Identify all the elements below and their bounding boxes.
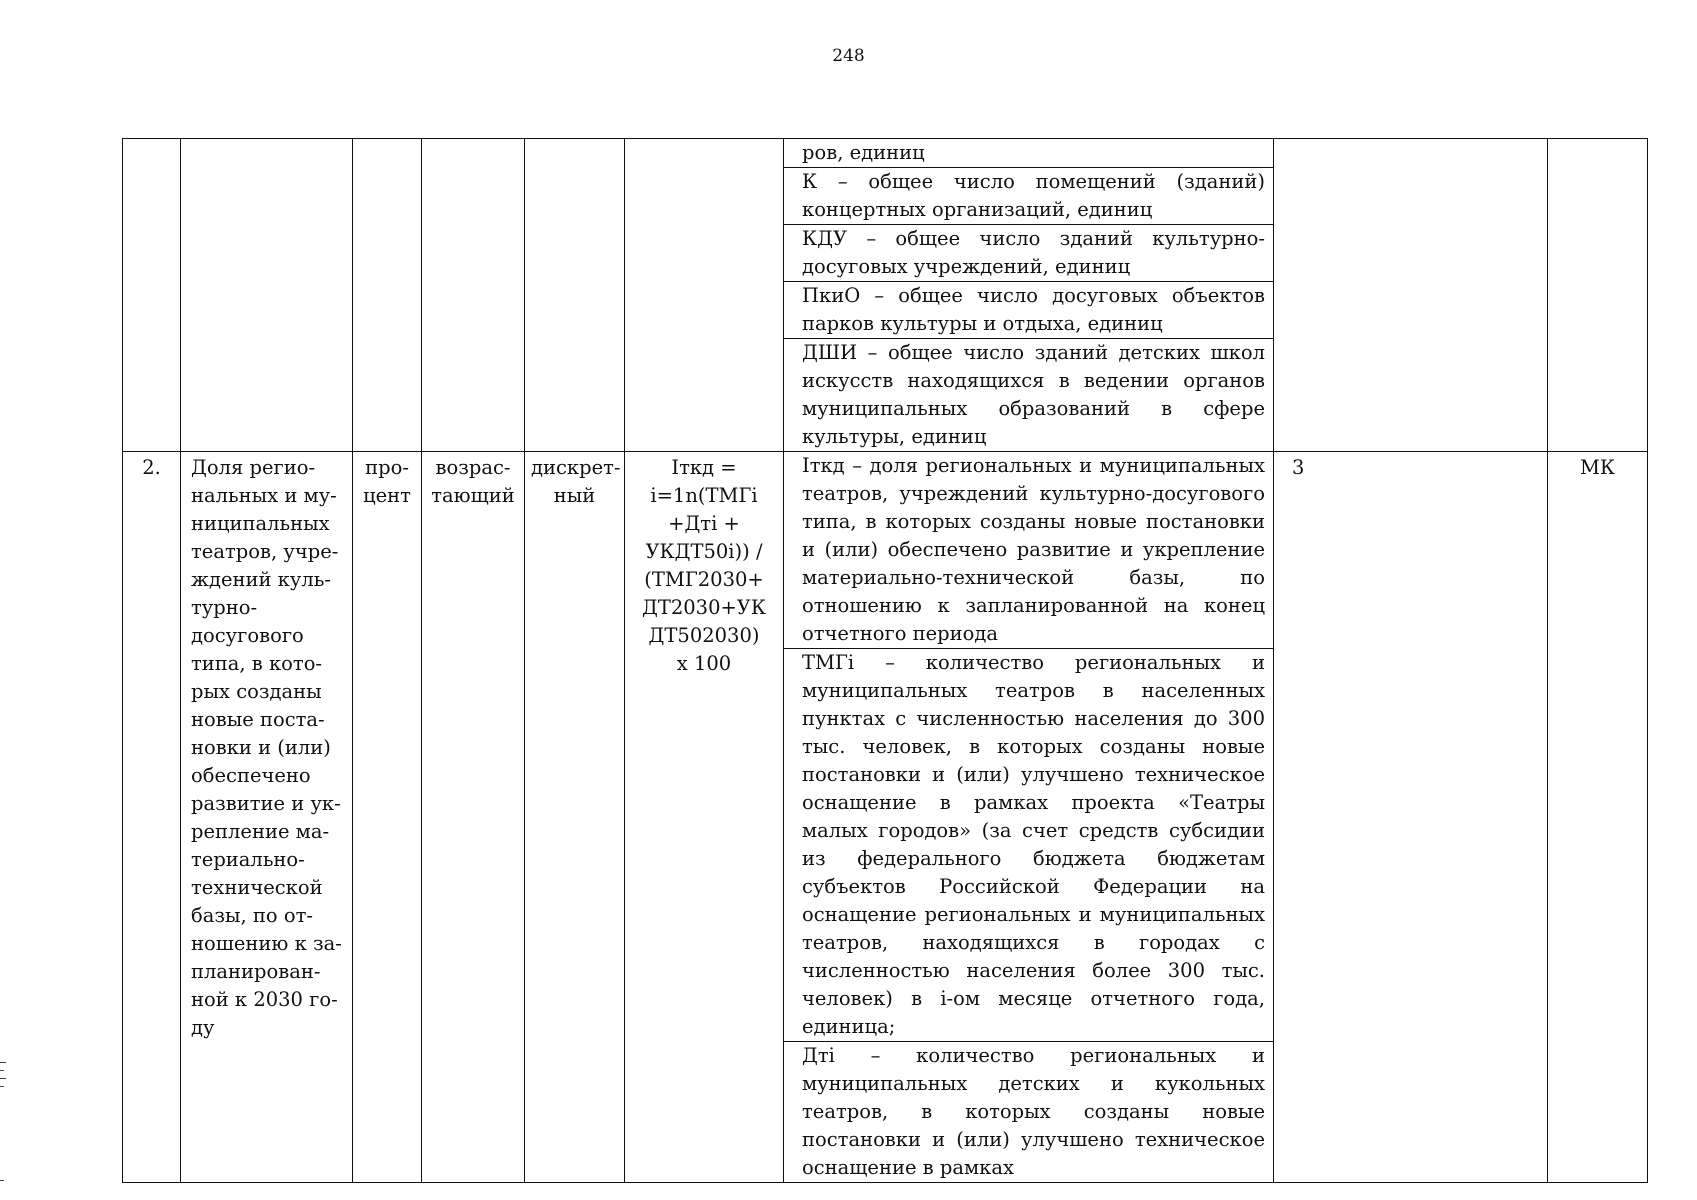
cell-empty-number bbox=[123, 139, 181, 452]
cell-empty-formula bbox=[625, 139, 784, 452]
cell-empty-indicator bbox=[181, 139, 353, 452]
unit-of-measure: про- цент bbox=[353, 452, 422, 1183]
definition-item: ПкиО – общее число досуговых объектов парков культуры и отдыха, единиц bbox=[784, 282, 1273, 339]
definition-item: Iткд – доля региональных и муниципальных театров, учреждений культурно-досугового типа, в которых созданы новые постановки и (или) обеспечено развитие и укрепление материально-технической базы, по отношению к запланированной на конец отчетного периода bbox=[784, 452, 1273, 649]
formula: Iткд = i=1n(ТМГi +Дтi + УКДТ50i)) / (ТМГ2030+ ДТ2030+УК ДТ502030) x 100 bbox=[625, 452, 784, 1183]
margin-dash bbox=[0, 1180, 4, 1181]
cell-empty-source bbox=[1548, 139, 1648, 452]
cell-empty-dynamics bbox=[422, 139, 525, 452]
definition-item: ДШИ – общее число зданий детских школ искусств находящихся в ведении органов муниципальных образований в сфере культуры, единиц bbox=[802, 341, 1265, 448]
calculation-type: дискрет- ный bbox=[525, 452, 625, 1183]
definitions-cell-previous bbox=[784, 139, 1274, 452]
definitions-cell-indicator-2 bbox=[784, 452, 1274, 1183]
definition-item: Дтi – количество региональных и муниципальных детских и кукольных театров, в которых созданы новые постановки и (или) улучшено техническое оснащение в рамках bbox=[802, 1044, 1265, 1179]
definition-item: ров, единиц bbox=[784, 139, 1273, 168]
indicator-name: Доля регио- нальных и му- ниципальных театров, учре- ждений куль- турно- досугового типа, в кото- рых созданы новые поста- новки и (или) обеспечено развитие и ук- репление ма- териально- технической базы, по от- ношению к за- планирован- ной к 2030 го- ду bbox=[181, 452, 353, 1183]
cell-empty-value bbox=[1274, 139, 1548, 452]
margin-ticks bbox=[0, 1062, 6, 1094]
dynamics-type: возрас- тающий bbox=[422, 452, 525, 1183]
cell-empty-type bbox=[525, 139, 625, 452]
indicators-table bbox=[122, 138, 1648, 1183]
definition-item: К – общее число помещений (зданий) концертных организаций, единиц bbox=[784, 168, 1273, 225]
definition-item: ТМГi – количество региональных и муниципальных театров в населенных пунктах с численностью населения до 300 тыс. человек, в которых созданы новые постановки и (или) улучшено техническое оснащение в рамках проекта «Театры малых городов» (за счет средств субсидии из федерального бюджета бюджетам субъектов Российской Федерации на оснащение региональных и муниципальных театров, находящихся в городах с численностью населения более 300 тыс. человек) в i-ом месяце отчетного года, единица; bbox=[784, 649, 1273, 1042]
definition-item: КДУ – общее число зданий культурно-досуговых учреждений, единиц bbox=[784, 225, 1273, 282]
row-number: 2. bbox=[123, 452, 181, 1183]
cell-empty-unit bbox=[353, 139, 422, 452]
data-source: МК bbox=[1548, 452, 1648, 1183]
table-row-indicator-2 bbox=[123, 452, 1648, 1183]
indicator-value: 3 bbox=[1274, 452, 1548, 1183]
page-number: 248 bbox=[832, 46, 865, 66]
table-row-previous bbox=[123, 139, 1648, 452]
